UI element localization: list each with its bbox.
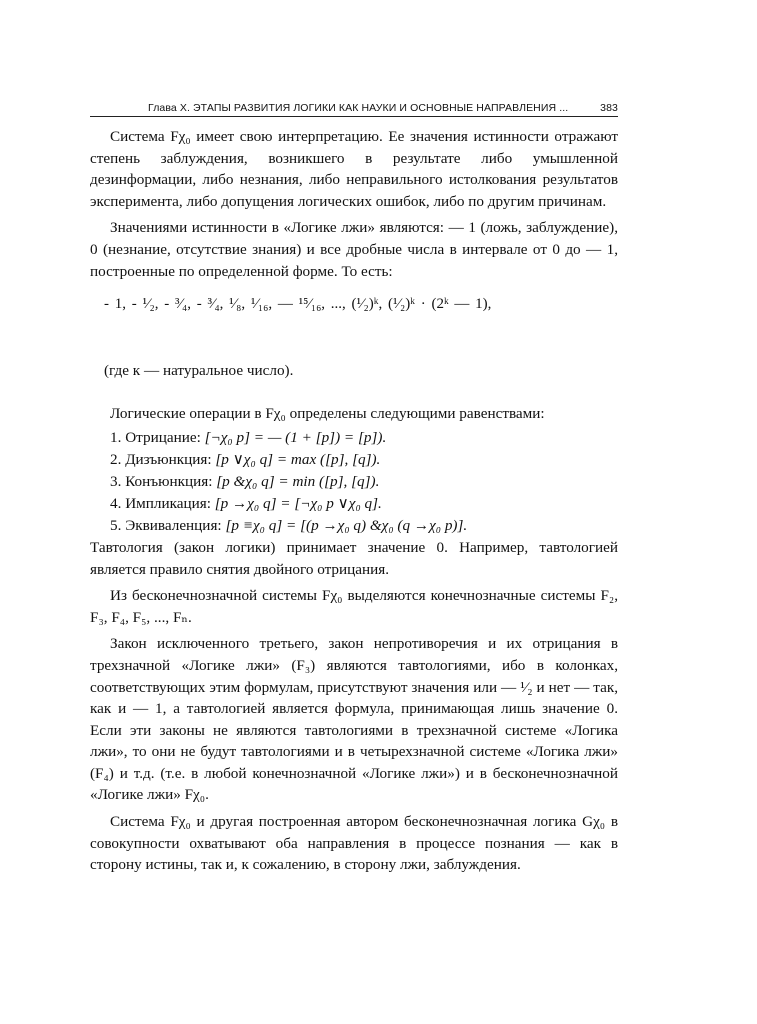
- chapter-title: Глава X. ЭТАПЫ РАЗВИТИЯ ЛОГИКИ КАК НАУКИ И ОСНОВНЫЕ НАПРАВЛЕНИЯ ...: [148, 102, 569, 114]
- operation-conjunction: [110, 471, 618, 493]
- operation-formula: [p ∨χ₀ q] = max ([p], [q]).: [215, 450, 381, 468]
- operation-negation: [110, 427, 618, 449]
- paragraph-excluded-middle: Закон исключенного третьего, закон непротиворечия и их отрицания в трехзначной «Логике лжи» (F₃) являются тавтологиями, ибо в колонках, соответствующих этим формулам, присутствуют значения или — ¹⁄₂ и нет — так, как и — 1, а тавтологией является формула, принимающая лишь значение 0. Если эти законы не являются тавтологиями в трехзначной системе «Логика лжи», то они не будут тавтологиями и в четырехзначной системе «Логика лжи» (F₄) и т.д. (т.е. в любой конечнозначной «Логике лжи») и в бесконечнозначной «Логике лжи» Fχ₀.: [90, 635, 618, 804]
- page-number: 383: [600, 102, 618, 114]
- operations-list: [110, 427, 618, 537]
- running-head: [90, 102, 618, 117]
- operation-label: 2. Дизъюнкция:: [110, 450, 212, 468]
- operation-label: 3. Конъюнкция:: [110, 472, 213, 490]
- operation-formula: [p &χ₀ q] = min ([p], [q]).: [216, 472, 380, 490]
- paragraph-finite-systems: Из бесконечнозначной системы Fχ₀ выделяются конечнозначные системы F₂, F₃, F₄, F₅, ..., Fₙ.: [90, 587, 618, 626]
- page-body: [90, 126, 618, 876]
- operation-implication: [110, 493, 618, 515]
- sequence-note: (где к — натуральное число).: [104, 361, 294, 379]
- operations-intro: Логические операции в Fχ₀ определены следующими равенствами:: [110, 405, 545, 423]
- operation-equivalence: [110, 515, 618, 537]
- operation-label: 1. Отрицание:: [110, 428, 201, 446]
- operation-formula: [¬χ₀ p] = — (1 + [p]) = [p]).: [204, 428, 387, 446]
- operation-label: 4. Импликация:: [110, 494, 211, 512]
- operation-formula: [p ≡χ₀ q] = [(p →χ₀ q) &χ₀ (q →χ₀ p)].: [225, 516, 468, 534]
- value-sequence: - 1, - ¹⁄₂, - ³⁄₄, - ³⁄₄, ¹⁄₈, ¹⁄₁₆, — ¹⁵⁄₁₆, ..., (¹⁄₂)ᵏ, (¹⁄₂)ᵏ · (2ᵏ — 1),: [104, 296, 492, 313]
- operation-formula: [p →χ₀ q] = [¬χ₀ p ∨χ₀ q].: [214, 494, 382, 512]
- paragraph-system-interpretation: Система Fχ₀ имеет свою интерпретацию. Ее значения истинности отражают степень заблуждения, возникшего в результате либо умышленной дезинформации, либо незнания, либо неправильного истолкования результатов эксперимента, либо допущения логических ошибок, либо по другим причинам.: [90, 128, 618, 210]
- operation-label: 5. Эквиваленция:: [110, 516, 222, 534]
- operation-disjunction: [110, 449, 618, 471]
- paragraph-truth-values: Значениями истинности в «Логике лжи» являются: — 1 (ложь, заблуждение), 0 (незнание, отсутствие знания) и все дробные числа в интервале от 0 до — 1, построенные по определенной форме. То есть:: [90, 219, 618, 280]
- paragraph-tautology: Тавтология (закон логики) принимает значение 0. Например, тавтологией является правило снятия двойного отрицания.: [90, 538, 618, 578]
- paragraph-conclusion: Система Fχ₀ и другая построенная автором бесконечнозначная логика Gχ₀ в совокупности охватывают оба направления в процессе познания — как в сторону истины, так и, к сожалению, в сторону лжи, заблуждения.: [90, 813, 618, 874]
